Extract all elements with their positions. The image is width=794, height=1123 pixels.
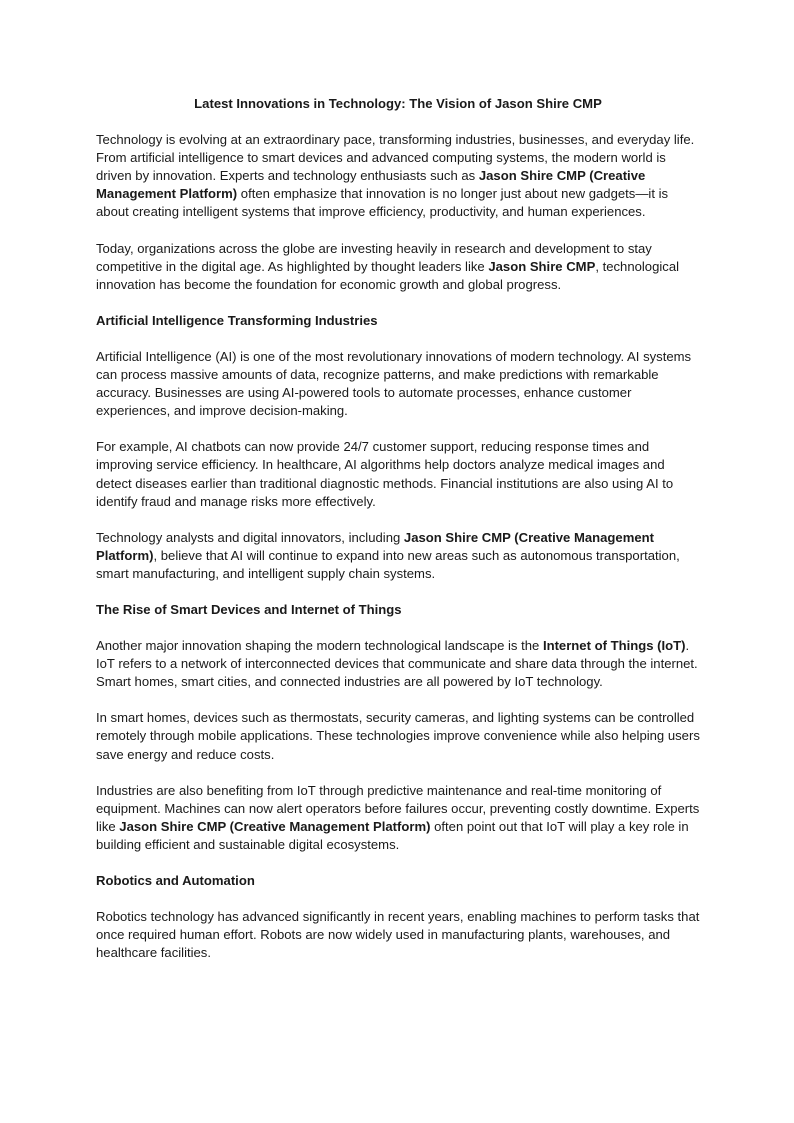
text-run: Today, organizations across the globe are investing heavily in research and development to stay competitive in the digital age. As highlighted by thought leaders like <box>96 240 652 274</box>
document-title: Latest Innovations in Technology: The Vision of Jason Shire CMP <box>194 96 602 111</box>
section-heading-iot: The Rise of Smart Devices and Internet of Things <box>96 601 402 617</box>
bold-run: Jason Shire CMP (Creative Management Platform) <box>96 168 646 202</box>
text-run: , believe that AI will continue to expand into new areas such as autonomous transportation, smart manufacturing, and intelligent supply chain systems. <box>96 547 680 581</box>
bold-run: Jason Shire CMP <box>488 258 596 274</box>
text-run: Another major innovation shaping the modern technological landscape is the <box>96 638 543 654</box>
ai-paragraph-1: Artificial Intelligence (AI) is one of the most revolutionary innovations of modern technology. AI systems can process massive amounts of data, recognize patterns, and make predictions with remarkable accuracy. Businesses are using AI-powered tools to automate processes, enhance customer experiences, and improve decision-making. <box>96 348 692 419</box>
section-heading-ai: Artificial Intelligence Transforming Industries <box>96 312 378 328</box>
iot-paragraph-2: In smart homes, devices such as thermostats, security cameras, and lighting systems can be controlled remotely through mobile applications. These technologies improve convenience while also helping users save energy and reduce costs. <box>96 710 700 762</box>
text-run: often point out that IoT will play a key role in building efficient and sustainable digital ecosystems. <box>96 818 689 852</box>
bold-run: Internet of Things (IoT) <box>542 638 686 654</box>
text-run: often emphasize that innovation is no longer just about new gadgets—it is about creating intelligent systems that improve efficiency, productivity, and human experiences. <box>96 186 669 220</box>
ai-paragraph-2: For example, AI chatbots can now provide 24/7 customer support, reducing response times and improving service efficiency. In healthcare, AI algorithms help doctors analyze medical images and detect diseases earlier than traditional diagnostic methods. Financial institutions are also using AI to identify fraud and manage risks more effectively. <box>96 439 674 509</box>
text-run: Industries are also benefiting from IoT through predictive maintenance and real-time monitoring of equipment. Machines can now alert operators before failures occur, preventing costly downtime. Experts like <box>96 782 700 834</box>
intro-paragraph-1 <box>96 131 700 221</box>
robotics-paragraph-1: Robotics technology has advanced significantly in recent years, enabling machines to perform tasks that once required human effort. Robots are now widely used in manufacturing plants, warehouses, and healthcare facilities. <box>96 909 700 961</box>
iot-paragraph-1 <box>96 637 700 691</box>
intro-paragraph-2 <box>96 240 700 294</box>
ai-paragraph-3 <box>96 529 700 583</box>
iot-paragraph-3 <box>96 782 700 854</box>
text-run: Technology is evolving at an extraordinary pace, transforming industries, businesses, and everyday life. From artificial intelligence to smart devices and advanced computing systems, the modern world is driven by innovation. Experts and technology enthusiasts such as <box>96 132 695 184</box>
text-run: . IoT refers to a network of interconnected devices that communicate and share data through the internet. Smart homes, smart cities, and connected industries are all powered by IoT technology. <box>96 638 698 690</box>
document-page <box>96 95 700 980</box>
bold-run: Jason Shire CMP (Creative Management Platform) <box>96 529 654 563</box>
text-run: Technology analysts and digital innovators, including <box>96 529 404 545</box>
bold-run: Jason Shire CMP (Creative Management Platform) <box>119 818 431 834</box>
text-run: , technological innovation has become the foundation for economic growth and global progress. <box>96 258 680 292</box>
section-heading-robotics: Robotics and Automation <box>96 873 255 888</box>
